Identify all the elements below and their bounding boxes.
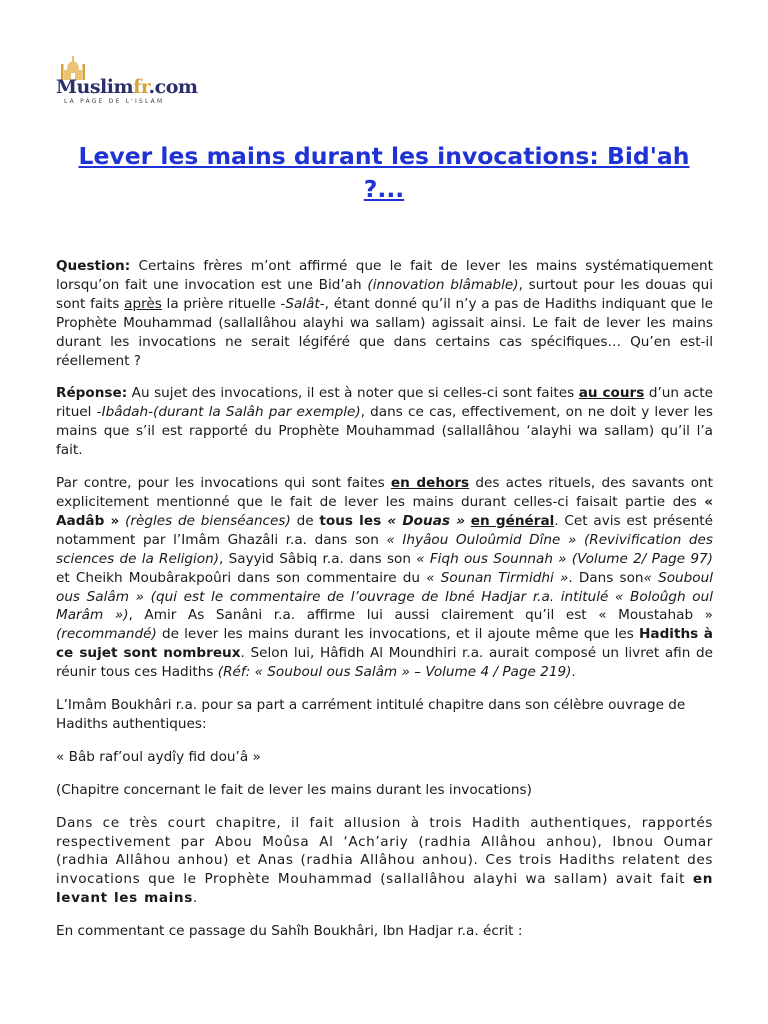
commentary-paragraph: En commentant ce passage du Sahîh Boukhâri, Ibn Hadjar r.a. écrit : (56, 923, 523, 940)
logo-tagline: LA PAGE DE L'ISLAM (64, 98, 165, 105)
chapter-translation: (Chapitre concernant le fait de lever les mains durant les invocations) (56, 781, 532, 798)
boukhari-paragraph: L’Imâm Boukhâri r.a. pour sa part a carrément intitulé chapitre dans son célèbre ouvrage de Hadiths authentiques: (56, 697, 686, 732)
chapter-title-quote: « Bâb raf’oul aydîy fid dou’â » (56, 748, 261, 765)
question-paragraph: Question: Certains frères m’ont affirmé que le fait de lever les mains systématiquement lorsqu’on fait une invocation est une Bid’ah (innovation blâmable), surtout pour les douas qui sont faits après la prière rituelle -Salât-, étant donné qu’il n’y a pas de Hadiths indiquant que le Prophète Mouhammad (sallallâhou alayhi wa sallam) agissait ainsi. Le fait de lever les mains durant les invocations ne serait légiféré que dans certains cas spécifiques… Qu’en est-il réellement ? (56, 258, 713, 369)
article-body (56, 257, 713, 955)
scholars-paragraph: Par contre, pour les invocations qui sont faites en dehors des actes rituels, des savants ont explicitement mentionné que le fait de lever les mains durant celles-ci faisait partie des « Aadâb » (règles de bienséances) de tous les « Douas » en général. Cet avis est présenté notamment par l’Imâm Ghazâli r.a. dans son « Ihyâou Ouloûmid Dîne » (Revivification des sciences de la Religion), Sayyid Sâbiq r.a. dans son « Fiqh ous Sounnah » (Volume 2/ Page 97) et Cheikh Moubârakpoûri dans son commentaire du « Sounan Tirmidhi ». Dans son« Souboul ous Salâm » (qui est le commentaire de l’ouvrage de Ibné Hadjar r.a. intitulé « Boloûgh oul Marâm »), Amir As Sanâni r.a. affirme lui aussi clairement qu’il est « Moustahab » (recommandé) de lever les mains durant les invocations, et il ajoute même que les Hadiths à ce sujet sont nombreux. Selon lui, Hâfidh Al Moundhiri r.a. aurait composé un livret afin de réunir tous ces Hadiths (Réf: « Souboul ous Salâm » – Volume 4 / Page 219). (56, 475, 714, 681)
logo-brand: Muslimfr.com (56, 76, 198, 98)
site-logo[interactable] (52, 52, 212, 107)
hadith-paragraph: Dans ce très court chapitre, il fait allusion à trois Hadith authentiques, rapportés respectivement par Abou Moûsa Al ‘Ach’ariy (radhia Allâhou anhou), Ibnou Oumar (radhia Allâhou anhou) et Anas (radhia Allâhou anhou). Ces trois Hadiths relatent des invocations que le Prophète Mouhammad (sallallâhou alayhi wa sallam) avait fait en levant les mains. (56, 814, 713, 907)
page-title[interactable]: Lever les mains durant les invocations: Bid'ah ?... (78, 142, 690, 203)
answer-paragraph: Réponse: Au sujet des invocations, il est à noter que si celles-ci sont faites au cours d’un acte rituel -Ibâdah-(durant la Salâh par exemple), dans ce cas, effectivement, on ne doit y lever les mains que s’il est rapporté du Prophète Mouhammad (sallallâhou ‘alayhi wa sallam) qu’il l’a fait. (56, 385, 714, 459)
